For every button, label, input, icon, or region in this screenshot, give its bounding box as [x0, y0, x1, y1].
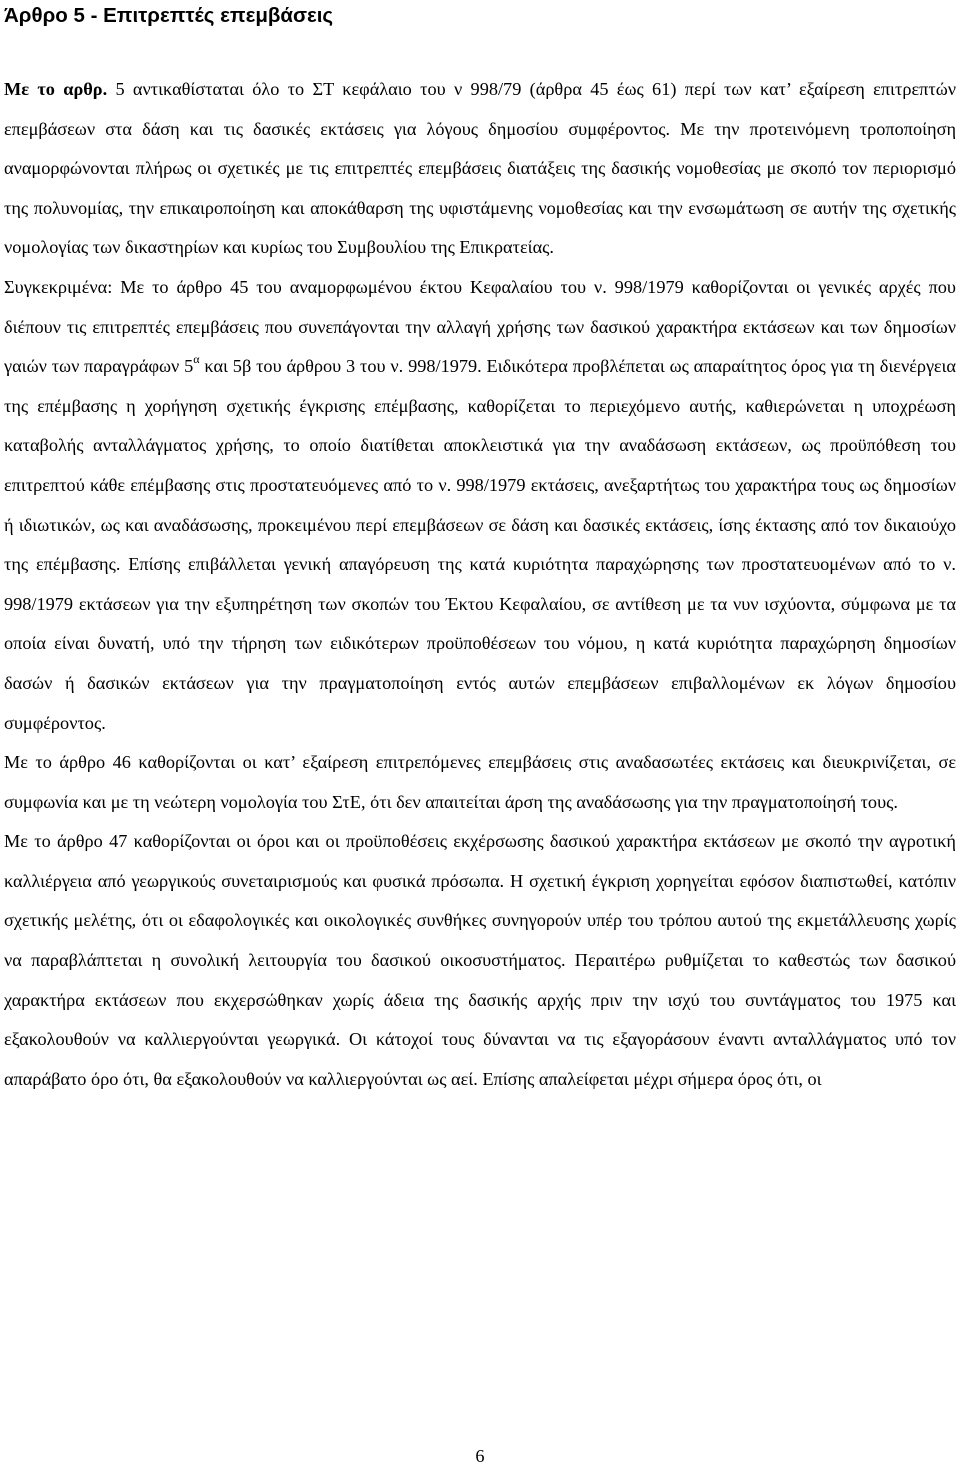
- article-45-text-a: Συγκεκριμένα: Με το άρθρο 45 του αναμορφωμένου έκτου Κεφαλαίου του ν. 998/1979 καθορίζονται οι γενικές αρχές που διέπουν τις επιτρεπτές επεμβάσεις που συνεπάγονται την αλλαγή χρήσης των δασικού χαρακτήρα εκτάσεων και των δημοσίων γαιών των παραγράφων 5: [4, 276, 956, 377]
- intro-lead: Με το αρθρ.: [4, 79, 108, 99]
- document-page: [4, 0, 956, 1089]
- article-45-text-b: και 5β του άρθρου 3 του ν. 998/1979. Ειδικότερα προβλέπεται ως απαραίτητος όρος για τη διενέργεια της επέμβασης η χορήγηση σχετικής έγκρισης επέμβασης, καθορίζεται το περιεχόμενο αυτής, καθιερώνεται η υποχρέωση καταβολής ανταλλάγματος χρήσης, το οποίο διατίθεται αποκλειστικά για την αναδάσωση εκτάσεων, ως προϋπόθεση του επιτρεπτού κάθε επέμβασης στις προστατευόμενες από το ν. 998/1979 εκτάσεις, ανεξαρτήτως του χαρακτήρα τους ως δημοσίων ή ιδιωτικών, ως και αναδάσωσης, προκειμένου περί επεμβάσεων σε δάση και δασικές εκτάσεις, ίσης έκτασης από τον δικαιούχο της επέμβασης. Επίσης επιβάλλεται γενική απαγόρευση της κατά κυριότητα παραχώρησης των προστατευομένων από το ν. 998/1979 εκτάσεων για την εξυπηρέτηση των σκοπών του Έκτου Κεφαλαίου, σε αντίθεση με τα νυν ισχύοντα, σύμφωνα με τα οποία είναι δυνατή, υπό την τήρηση των ειδικότερων προϋποθέσεων του νόμου, η κατά κυριότητα παραχώρηση δημοσίων δασών ή δασικών εκτάσεων για την πραγματοποίηση εντός αυτών επεμβάσεων επιβαλλομένων εκ λόγων δημοσίου συμφέροντος.: [4, 356, 956, 733]
- paragraph-intro: [4, 70, 956, 268]
- superscript-alpha: α: [193, 352, 200, 367]
- intro-sentence-2: Με την προτεινόμενη τροποποίηση αναμορφώνονται πλήρως οι σχετικές με τις επιτρεπτές επεμβάσεις διατάξεις της δασικής νομοθεσίας με σκοπό τον περιορισμό της πολυνομίας, την επικαιροποίηση και αποκάθαρση της υφιστάμενης νομοθεσίας και την ενσωμάτωση σε αυτήν της σχετικής νομολογίας των δικαστηρίων και κυρίως του Συμβουλίου της Επικρατείας.: [4, 118, 956, 258]
- article-heading: Άρθρο 5 - Επιτρεπτές επεμβάσεις: [4, 4, 334, 27]
- paragraph-article-45: [4, 268, 956, 743]
- paragraph-article-46: Με το άρθρο 46 καθορίζονται οι κατ’ εξαίρεση επιτρεπόμενες επεμβάσεις στις αναδασωτέες εκτάσεις και διευκρινίζεται, σε συμφωνία και με τη νεώτερη νομολογία του ΣτΕ, ότι δεν απαιτείται άρση της αναδάσωσης για την πραγματοποίησή τους.: [4, 752, 956, 812]
- page-number: 6: [475, 1446, 485, 1466]
- paragraph-article-47: Με το άρθρο 47 καθορίζονται οι όροι και οι προϋποθέσεις εκχέρσωσης δασικού χαρακτήρα εκτάσεων με σκοπό την αγροτική καλλιέργεια από γεωργικούς συνεταιρισμούς και φυσικά πρόσωπα. Η σχετική έγκριση χορηγείται εφόσον διαπιστωθεί, κατόπιν σχετικής μελέτης, ότι οι εδαφολογικές και οικολογικές συνθήκες συνηγορούν υπέρ του τρόπου αυτού της εκμετάλλευσης χωρίς να παραβλάπτεται η συνολική λειτουργία του δασικού οικοσυστήματος. Περαιτέρω ρυθμίζεται το καθεστώς των δασικού χαρακτήρα εκτάσεων που εκχερσώθηκαν χωρίς άδεια της δασικής αρχής πριν την ισχύ του συντάγματος του 1975 και εξακολουθούν να καλλιεργούνται γεωργικά. Οι κάτοχοί τους δύνανται να τις εξαγοράσουν έναντι ανταλλάγματος υπό τον απαράβατο όρο ότι, θα εξακολουθούν να καλλιεργούνται ως αεί. Επίσης απαλείφεται μέχρι σήμερα όρος ότι, οι: [4, 831, 956, 1089]
- intro-sentence-1: 5 αντικαθίσταται όλο το ΣΤ κεφάλαιο του ν 998/79 (άρθρα 45 έως 61) περί των κατ’ εξαίρεση επιτρεπτών επεμβάσεων στα δάση και τις δασικές εκτάσεις για λόγους δημοσίου συμφέροντος.: [4, 79, 956, 139]
- document-body: [4, 70, 956, 1099]
